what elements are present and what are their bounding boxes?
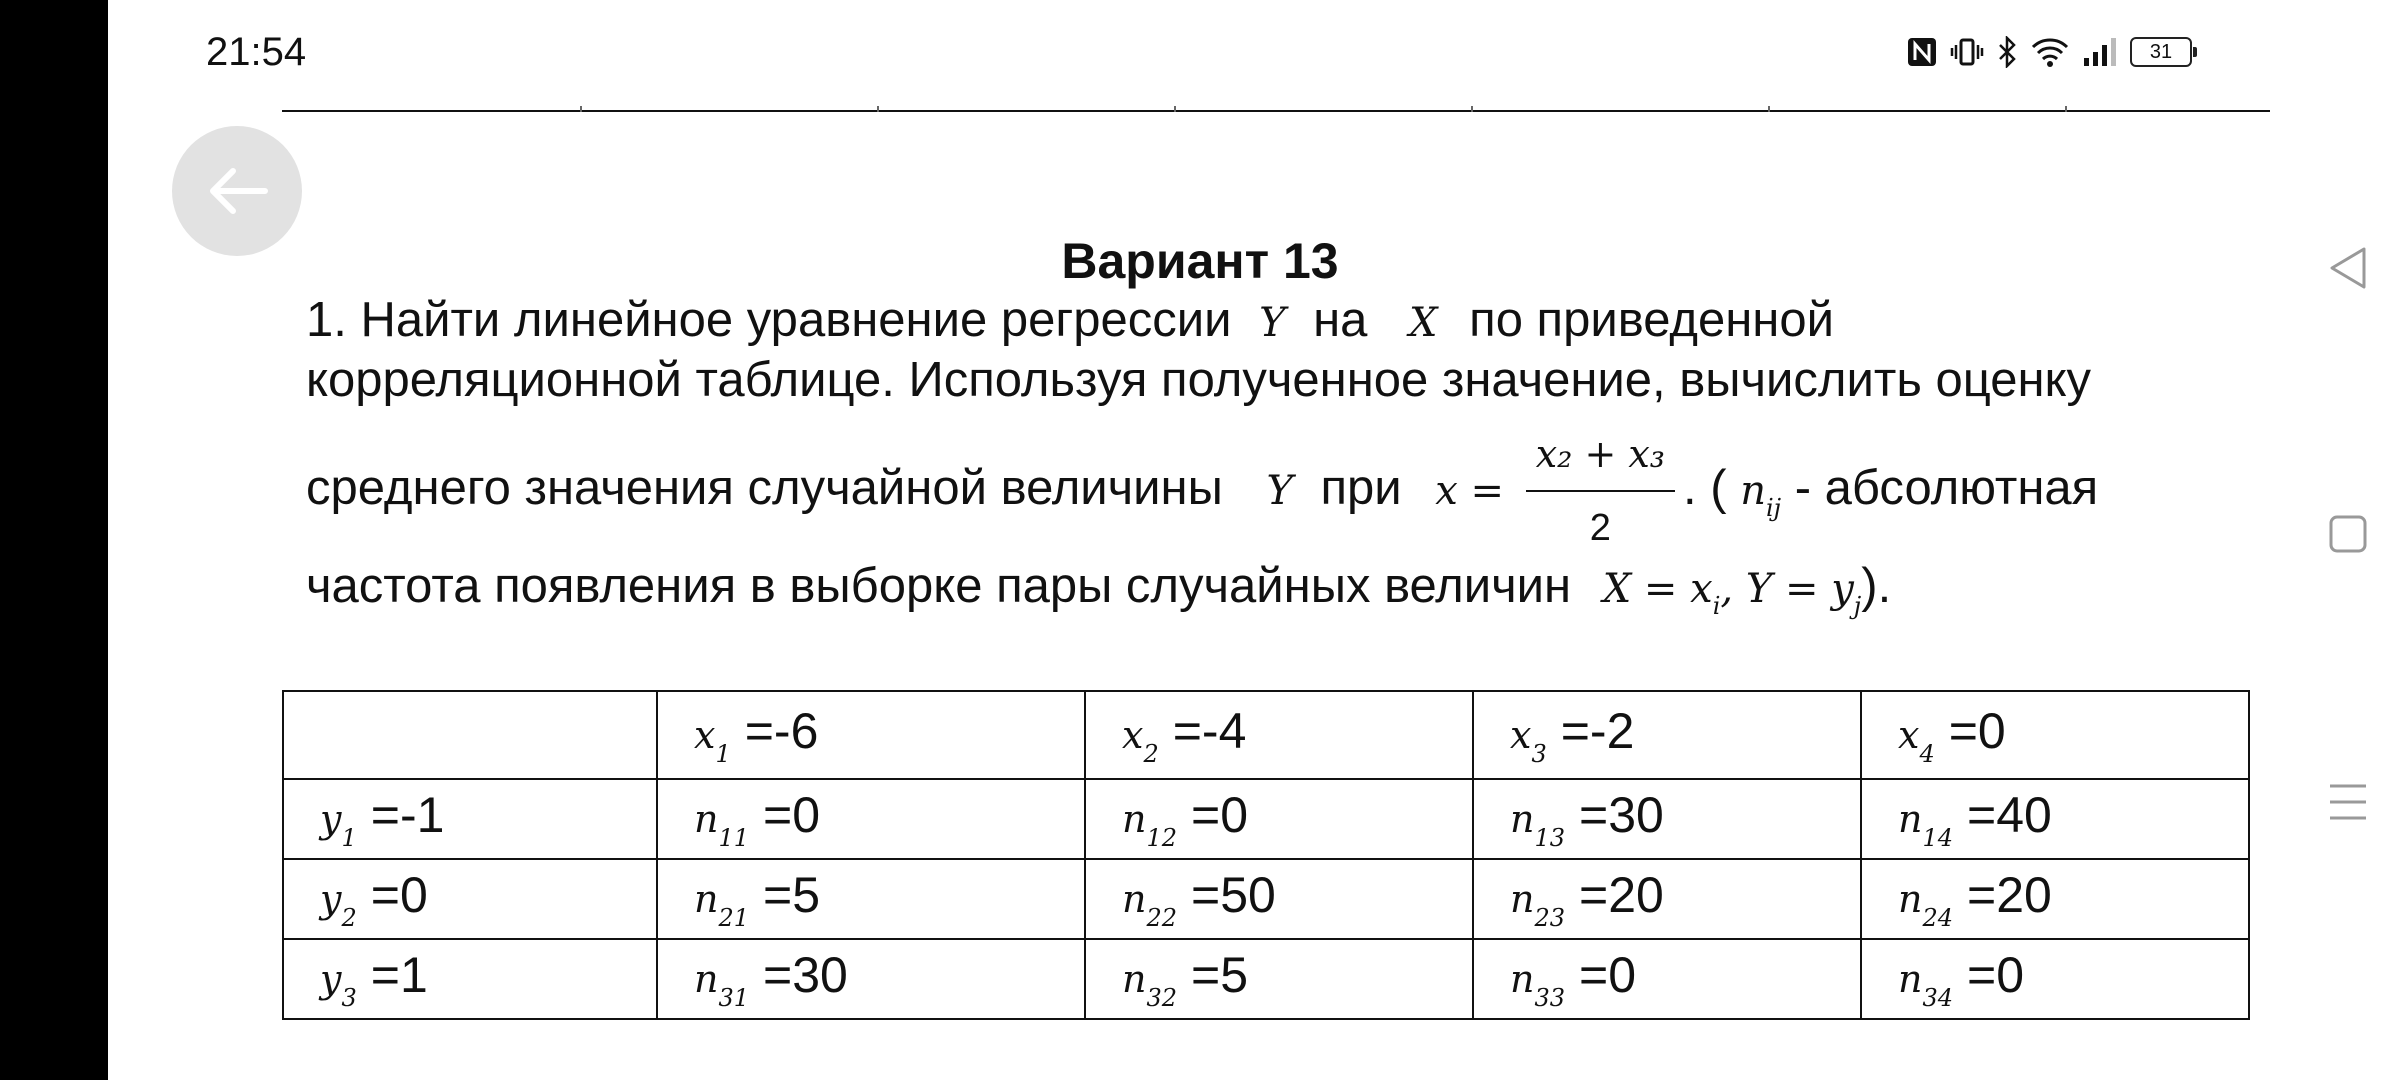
table-cell	[1085, 779, 1473, 859]
table-header-row	[283, 691, 2249, 779]
task-line-2: корреляционной таблице. Используя полученное значение, вычислить оценку	[306, 353, 2092, 407]
cell-subscript: 34	[1922, 984, 1954, 1012]
nav-home-button[interactable]	[2328, 514, 2368, 559]
table-row	[283, 779, 2249, 859]
cell-value: =5	[763, 867, 821, 923]
cell-value: =-4	[1172, 703, 1247, 759]
n-subscript: ij	[1765, 493, 1782, 522]
formula-lhs: x =	[1435, 467, 1505, 514]
cell-subscript: 1	[341, 824, 357, 852]
cell-subscript: 3	[1531, 740, 1547, 768]
task-line-1	[306, 290, 2266, 353]
cell-symbol: n	[1898, 957, 1923, 1001]
table-cell	[1861, 859, 2249, 939]
task-text: на	[1313, 293, 1368, 347]
cell-symbol: n	[694, 957, 719, 1001]
cell-subscript: 1	[715, 740, 731, 768]
vibrate-icon	[1950, 36, 1984, 68]
task-line-4	[306, 556, 2266, 636]
table-cell	[1085, 859, 1473, 939]
cell-symbol: n	[694, 877, 719, 921]
signal-icon	[2082, 36, 2118, 68]
pair-y: , Y = y	[1720, 566, 1854, 612]
task-text: при	[1320, 460, 1402, 515]
cell-value: =50	[1191, 867, 1276, 923]
cell-symbol: x	[1898, 713, 1920, 757]
ruler-tick	[877, 106, 879, 112]
cell-subscript: 14	[1922, 824, 1954, 852]
cell-value: =0	[370, 867, 428, 923]
cell-symbol: n	[1898, 797, 1923, 841]
table-corner-cell	[283, 691, 657, 779]
cell-value: =0	[1579, 947, 1637, 1003]
menu-lines-icon	[2328, 782, 2368, 822]
ruler-tick	[2065, 106, 2067, 112]
cell-symbol: n	[1510, 797, 1535, 841]
table-cell	[1473, 939, 1861, 1019]
header-cell	[657, 691, 1085, 779]
cell-symbol: x	[1510, 713, 1532, 757]
task-text: среднего значения случайной величины	[306, 460, 1223, 515]
cell-value: =30	[763, 947, 848, 1003]
pair-x-subscript: i	[1712, 592, 1721, 620]
fraction-denominator: 2	[1589, 507, 1611, 549]
row-label-cell	[283, 779, 657, 859]
cell-symbol: y	[320, 797, 342, 841]
variant-title: Вариант 13	[1061, 233, 1339, 289]
header-cell	[1861, 691, 2249, 779]
row-label-cell	[283, 939, 657, 1019]
cell-subscript: 24	[1922, 904, 1954, 932]
table-cell	[1473, 859, 1861, 939]
cell-value: =0	[1191, 787, 1249, 843]
cell-symbol: y	[320, 957, 342, 1001]
correlation-table	[282, 690, 2250, 1020]
wifi-icon	[2030, 36, 2070, 68]
nfc-icon	[1906, 36, 1938, 68]
task-text: частота появления в выборке пары случайных величин	[306, 559, 1572, 613]
cell-subscript: 4	[1919, 740, 1935, 768]
cell-symbol: x	[694, 713, 716, 757]
task-line-3	[306, 424, 2266, 558]
task-text: по приведенной	[1469, 293, 1834, 347]
nav-menu-button[interactable]	[2328, 782, 2368, 827]
bluetooth-icon	[1996, 36, 2018, 68]
cell-subscript: 23	[1534, 904, 1566, 932]
cell-symbol: n	[1122, 957, 1147, 1001]
cell-value: =5	[1191, 947, 1249, 1003]
table-row	[283, 939, 2249, 1019]
var-y: Y	[1259, 300, 1286, 346]
cell-value: =20	[1967, 867, 2052, 923]
cell-value: =0	[1967, 947, 2025, 1003]
arrow-left-icon	[205, 167, 269, 215]
pair-y-subscript: j	[1853, 592, 1862, 620]
n-symbol: n	[1740, 467, 1766, 514]
task-text: ).	[1861, 559, 1892, 613]
square-home-icon	[2328, 514, 2368, 554]
cell-value: =-2	[1560, 703, 1635, 759]
table-cell	[1473, 779, 1861, 859]
cell-symbol: x	[1122, 713, 1144, 757]
cell-value: =0	[763, 787, 821, 843]
cell-symbol: n	[1122, 877, 1147, 921]
cell-subscript: 13	[1534, 824, 1566, 852]
ruler-tick	[1471, 106, 1473, 112]
cell-subscript: 12	[1146, 824, 1178, 852]
table-row	[283, 859, 2249, 939]
left-black-bar	[0, 0, 108, 1080]
table-cell	[657, 779, 1085, 859]
cell-subscript: 11	[718, 824, 750, 852]
cell-subscript: 31	[718, 984, 750, 1012]
cell-value: =-6	[744, 703, 819, 759]
task-text: - абсолютная	[1794, 460, 2099, 515]
cell-value: =1	[370, 947, 428, 1003]
cell-value: =30	[1579, 787, 1664, 843]
table-cell	[1861, 939, 2249, 1019]
battery-icon: 31	[2130, 37, 2192, 67]
cell-subscript: 2	[341, 904, 357, 932]
cell-symbol: n	[1510, 957, 1535, 1001]
ruler-tick	[1768, 106, 1770, 112]
ruler-tick	[580, 106, 582, 112]
cell-symbol: y	[320, 877, 342, 921]
task-text: 1. Найти линейное уравнение регрессии	[306, 293, 1232, 347]
cell-subscript: 33	[1534, 984, 1566, 1012]
table-cell	[657, 939, 1085, 1019]
cell-subscript: 32	[1146, 984, 1178, 1012]
cell-value: =40	[1967, 787, 2052, 843]
cell-subscript: 22	[1146, 904, 1178, 932]
fraction-numerator: x₂ + x₃	[1526, 424, 1675, 492]
cell-subscript: 21	[718, 904, 750, 932]
table-cell	[1861, 779, 2249, 859]
cell-subscript: 3	[341, 984, 357, 1012]
formula-fraction	[1526, 424, 1675, 558]
cell-symbol: n	[1898, 877, 1923, 921]
pair-x: X = x	[1602, 566, 1713, 612]
cell-symbol: n	[694, 797, 719, 841]
cell-value: =-1	[370, 787, 445, 843]
cell-value: =20	[1579, 867, 1664, 923]
cell-value: =0	[1948, 703, 2006, 759]
cell-symbol: n	[1510, 877, 1535, 921]
table-cell	[1085, 939, 1473, 1019]
cell-subscript: 2	[1143, 740, 1159, 768]
status-icons	[1906, 36, 2192, 68]
row-label-cell	[283, 859, 657, 939]
ruler-tick	[1174, 106, 1176, 112]
table-cell	[657, 859, 1085, 939]
status-time: 21:54	[206, 30, 307, 74]
var-y: Y	[1266, 467, 1293, 514]
header-cell	[1473, 691, 1861, 779]
header-cell	[1085, 691, 1473, 779]
var-x: X	[1409, 300, 1438, 346]
cell-symbol: n	[1122, 797, 1147, 841]
task-text: . (	[1683, 460, 1727, 515]
